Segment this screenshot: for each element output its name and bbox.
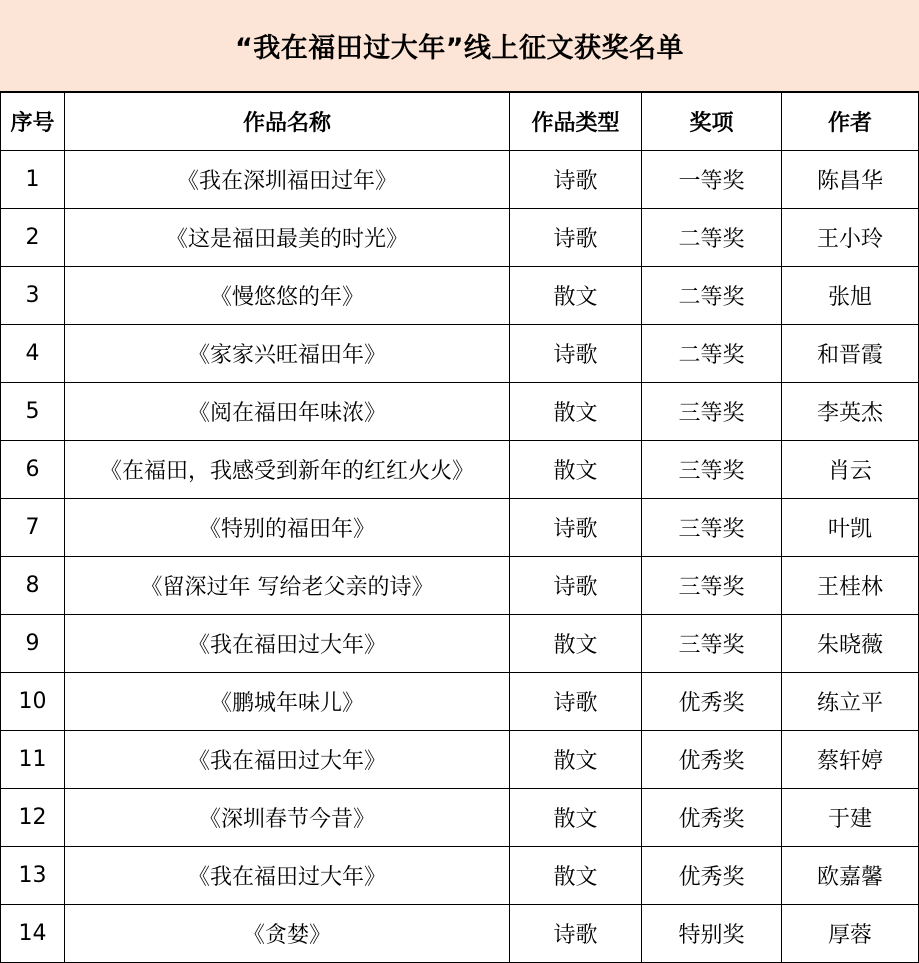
work-type-cell: 散文: [510, 731, 642, 789]
row-index-cell: 6: [1, 441, 65, 499]
work-title-cell: 《家家兴旺福田年》: [65, 325, 510, 383]
author-cell: 陈昌华: [782, 151, 919, 209]
work-title-cell: 《这是福田最美的时光》: [65, 209, 510, 267]
author-cell: 叶凯: [782, 499, 919, 557]
table-row: [1, 789, 919, 847]
work-title-cell: 《慢悠悠的年》: [65, 267, 510, 325]
header-award: 奖项: [642, 93, 782, 151]
work-title-cell: 《鹏城年味儿》: [65, 673, 510, 731]
author-cell: 于建: [782, 789, 919, 847]
header-index: 序号: [1, 93, 65, 151]
table-row: [1, 557, 919, 615]
table-row: [1, 209, 919, 267]
award-cell: 优秀奖: [642, 673, 782, 731]
row-index-cell: 11: [1, 731, 65, 789]
author-cell: 李英杰: [782, 383, 919, 441]
table-row: [1, 441, 919, 499]
work-type-cell: 散文: [510, 615, 642, 673]
table-row: [1, 673, 919, 731]
row-index-cell: 2: [1, 209, 65, 267]
table-row: [1, 499, 919, 557]
work-title-cell: 《我在福田过大年》: [65, 615, 510, 673]
row-index-cell: 13: [1, 847, 65, 905]
work-type-cell: 诗歌: [510, 557, 642, 615]
work-type-cell: 诗歌: [510, 673, 642, 731]
work-title-cell: 《阅在福田年味浓》: [65, 383, 510, 441]
page-title-text: “我在福田过大年”线上征文获奖名单: [235, 33, 684, 64]
award-cell: 一等奖: [642, 151, 782, 209]
author-cell: 王桂林: [782, 557, 919, 615]
author-cell: 欧嘉馨: [782, 847, 919, 905]
row-index-cell: 8: [1, 557, 65, 615]
work-type-cell: 散文: [510, 847, 642, 905]
author-cell: 厚蓉: [782, 905, 919, 963]
table-row: [1, 267, 919, 325]
work-title-cell: 《我在深圳福田过年》: [65, 151, 510, 209]
row-index-cell: 9: [1, 615, 65, 673]
award-cell: 三等奖: [642, 383, 782, 441]
table-row: [1, 325, 919, 383]
author-cell: 肖云: [782, 441, 919, 499]
row-index-cell: 10: [1, 673, 65, 731]
author-cell: 和晋霞: [782, 325, 919, 383]
awards-table: [0, 92, 919, 963]
award-cell: 三等奖: [642, 499, 782, 557]
award-cell: 三等奖: [642, 557, 782, 615]
row-index-cell: 5: [1, 383, 65, 441]
work-title-cell: 《我在福田过大年》: [65, 847, 510, 905]
work-type-cell: 诗歌: [510, 325, 642, 383]
table-row: [1, 905, 919, 963]
row-index-cell: 1: [1, 151, 65, 209]
author-cell: 张旭: [782, 267, 919, 325]
work-type-cell: 散文: [510, 789, 642, 847]
table-row: [1, 383, 919, 441]
award-cell: 二等奖: [642, 325, 782, 383]
award-cell: 优秀奖: [642, 731, 782, 789]
page-title: [0, 0, 919, 92]
work-type-cell: 散文: [510, 267, 642, 325]
work-title-cell: 《在福田，我感受到新年的红红火火》: [65, 441, 510, 499]
work-type-cell: 散文: [510, 441, 642, 499]
author-cell: 练立平: [782, 673, 919, 731]
work-type-cell: 诗歌: [510, 905, 642, 963]
table-body: [1, 151, 919, 963]
row-index-cell: 3: [1, 267, 65, 325]
award-cell: 三等奖: [642, 441, 782, 499]
work-title-cell: 《我在福田过大年》: [65, 731, 510, 789]
header-work-type: 作品类型: [510, 93, 642, 151]
row-index-cell: 4: [1, 325, 65, 383]
table-header-row: [1, 93, 919, 151]
award-cell: 优秀奖: [642, 789, 782, 847]
work-type-cell: 诗歌: [510, 499, 642, 557]
table-row: [1, 151, 919, 209]
work-type-cell: 散文: [510, 383, 642, 441]
work-title-cell: 《特别的福田年》: [65, 499, 510, 557]
award-cell: 三等奖: [642, 615, 782, 673]
table-row: [1, 847, 919, 905]
work-title-cell: 《贪婪》: [65, 905, 510, 963]
award-cell: 二等奖: [642, 209, 782, 267]
award-cell: 优秀奖: [642, 847, 782, 905]
author-cell: 朱晓薇: [782, 615, 919, 673]
table-row: [1, 731, 919, 789]
row-index-cell: 12: [1, 789, 65, 847]
work-type-cell: 诗歌: [510, 151, 642, 209]
header-work-title: 作品名称: [65, 93, 510, 151]
author-cell: 蔡轩婷: [782, 731, 919, 789]
table-row: [1, 615, 919, 673]
award-cell: 二等奖: [642, 267, 782, 325]
row-index-cell: 14: [1, 905, 65, 963]
author-cell: 王小玲: [782, 209, 919, 267]
header-author: 作者: [782, 93, 919, 151]
work-type-cell: 诗歌: [510, 209, 642, 267]
row-index-cell: 7: [1, 499, 65, 557]
work-title-cell: 《留深过年 写给老父亲的诗》: [65, 557, 510, 615]
work-title-cell: 《深圳春节今昔》: [65, 789, 510, 847]
award-cell: 特别奖: [642, 905, 782, 963]
